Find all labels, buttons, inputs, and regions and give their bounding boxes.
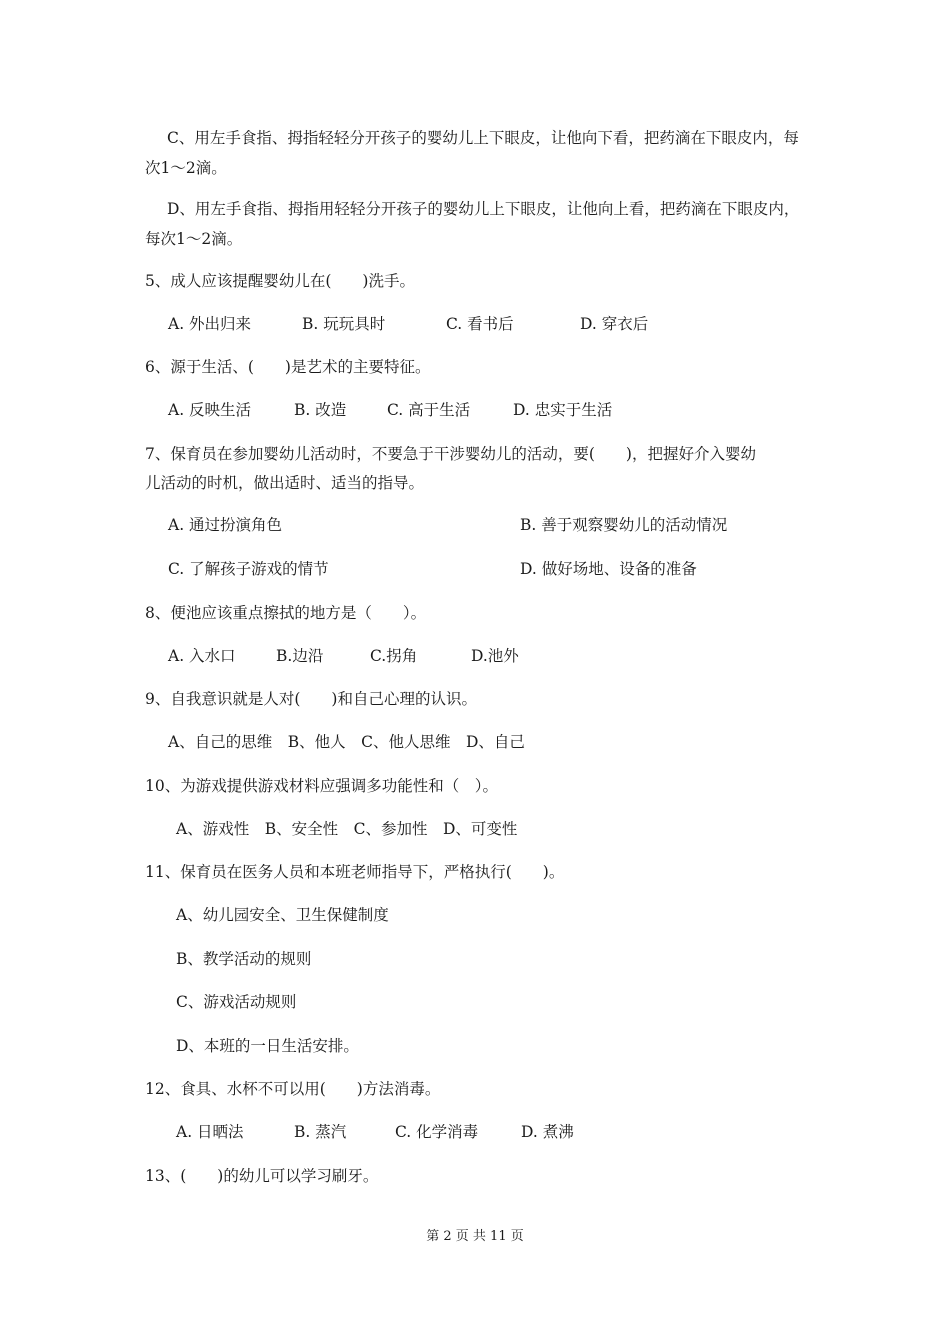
q10-options: A、游戏性 B、安全性 C、参加性 D、可变性 [176, 820, 518, 838]
q8-option-d: D.池外 [471, 647, 519, 665]
q5-option-d: D. 穿衣后 [580, 315, 649, 333]
q11-option-b: B、教学活动的规则 [176, 950, 312, 968]
q6-stem: 6、源于生活、( )是艺术的主要特征。 [145, 358, 431, 376]
q12-option-b: B. 蒸汽 [294, 1123, 347, 1141]
q6-option-c: C. 高于生活 [387, 401, 471, 419]
q12-option-c: C. 化学消毒 [395, 1123, 479, 1141]
q7-option-a: A. 通过扮演角色 [168, 516, 283, 534]
q8-option-b: B.边沿 [276, 647, 324, 665]
q13-stem: 13、( )的幼儿可以学习刷牙。 [145, 1167, 379, 1185]
q11-stem: 11、保育员在医务人员和本班老师指导下，严格执行( )。 [145, 863, 565, 881]
q7-option-c: C. 了解孩子游戏的情节 [168, 560, 329, 578]
q4-option-c: C、用左手食指、拇指轻轻分开孩子的婴幼儿上下眼皮，让他向下看，把药滴在下眼皮内，每次1～2滴。 [145, 129, 799, 177]
q11-option-d: D、本班的一日生活安排。 [176, 1037, 359, 1055]
q9-options: A、自己的思维 B、他人 C、他人思维 D、自己 [168, 733, 525, 751]
q12-stem: 12、食具、水杯不可以用( )方法消毒。 [145, 1080, 441, 1098]
page-number-footer: 第 2 页 共 11 页 [426, 1229, 524, 1244]
q10-stem: 10、为游戏提供游戏材料应强调多功能性和（ ）。 [145, 777, 498, 795]
q9-stem: 9、自我意识就是人对( )和自己心理的认识。 [145, 690, 477, 708]
q5-stem: 5、成人应该提醒婴幼儿在( )洗手。 [145, 272, 415, 290]
q7-stem-line2: 儿活动的时机，做出适时、适当的指导。 [145, 474, 425, 492]
q8-stem: 8、便池应该重点擦拭的地方是（ ）。 [145, 604, 427, 622]
q5-option-a: A. 外出归来 [168, 315, 252, 333]
q12-option-a: A. 日晒法 [176, 1123, 244, 1141]
q7-option-d: D. 做好场地、设备的准备 [520, 560, 697, 578]
q8-option-a: A. 入水口 [168, 647, 236, 665]
q5-option-b: B. 玩玩具时 [302, 315, 386, 333]
q7-option-b: B. 善于观察婴幼儿的活动情况 [520, 516, 728, 534]
q12-option-d: D. 煮沸 [521, 1123, 574, 1141]
q7-stem-line1: 7、保育员在参加婴幼儿活动时，不要急于干涉婴幼儿的活动，要( )，把握好介入婴幼 [145, 445, 756, 463]
q4-option-d: D、用左手食指、拇指用轻轻分开孩子的婴幼儿上下眼皮，让他向上看，把药滴在下眼皮内，每次1～2滴。 [145, 200, 800, 248]
q5-option-c: C. 看书后 [446, 315, 514, 333]
q8-option-c: C.拐角 [370, 647, 418, 665]
q11-option-c: C、游戏活动规则 [176, 993, 297, 1011]
q6-option-b: B. 改造 [294, 401, 347, 419]
q6-option-d: D. 忠实于生活 [513, 401, 613, 419]
q11-option-a: A、幼儿园安全、卫生保健制度 [176, 906, 389, 924]
q6-option-a: A. 反映生活 [168, 401, 252, 419]
